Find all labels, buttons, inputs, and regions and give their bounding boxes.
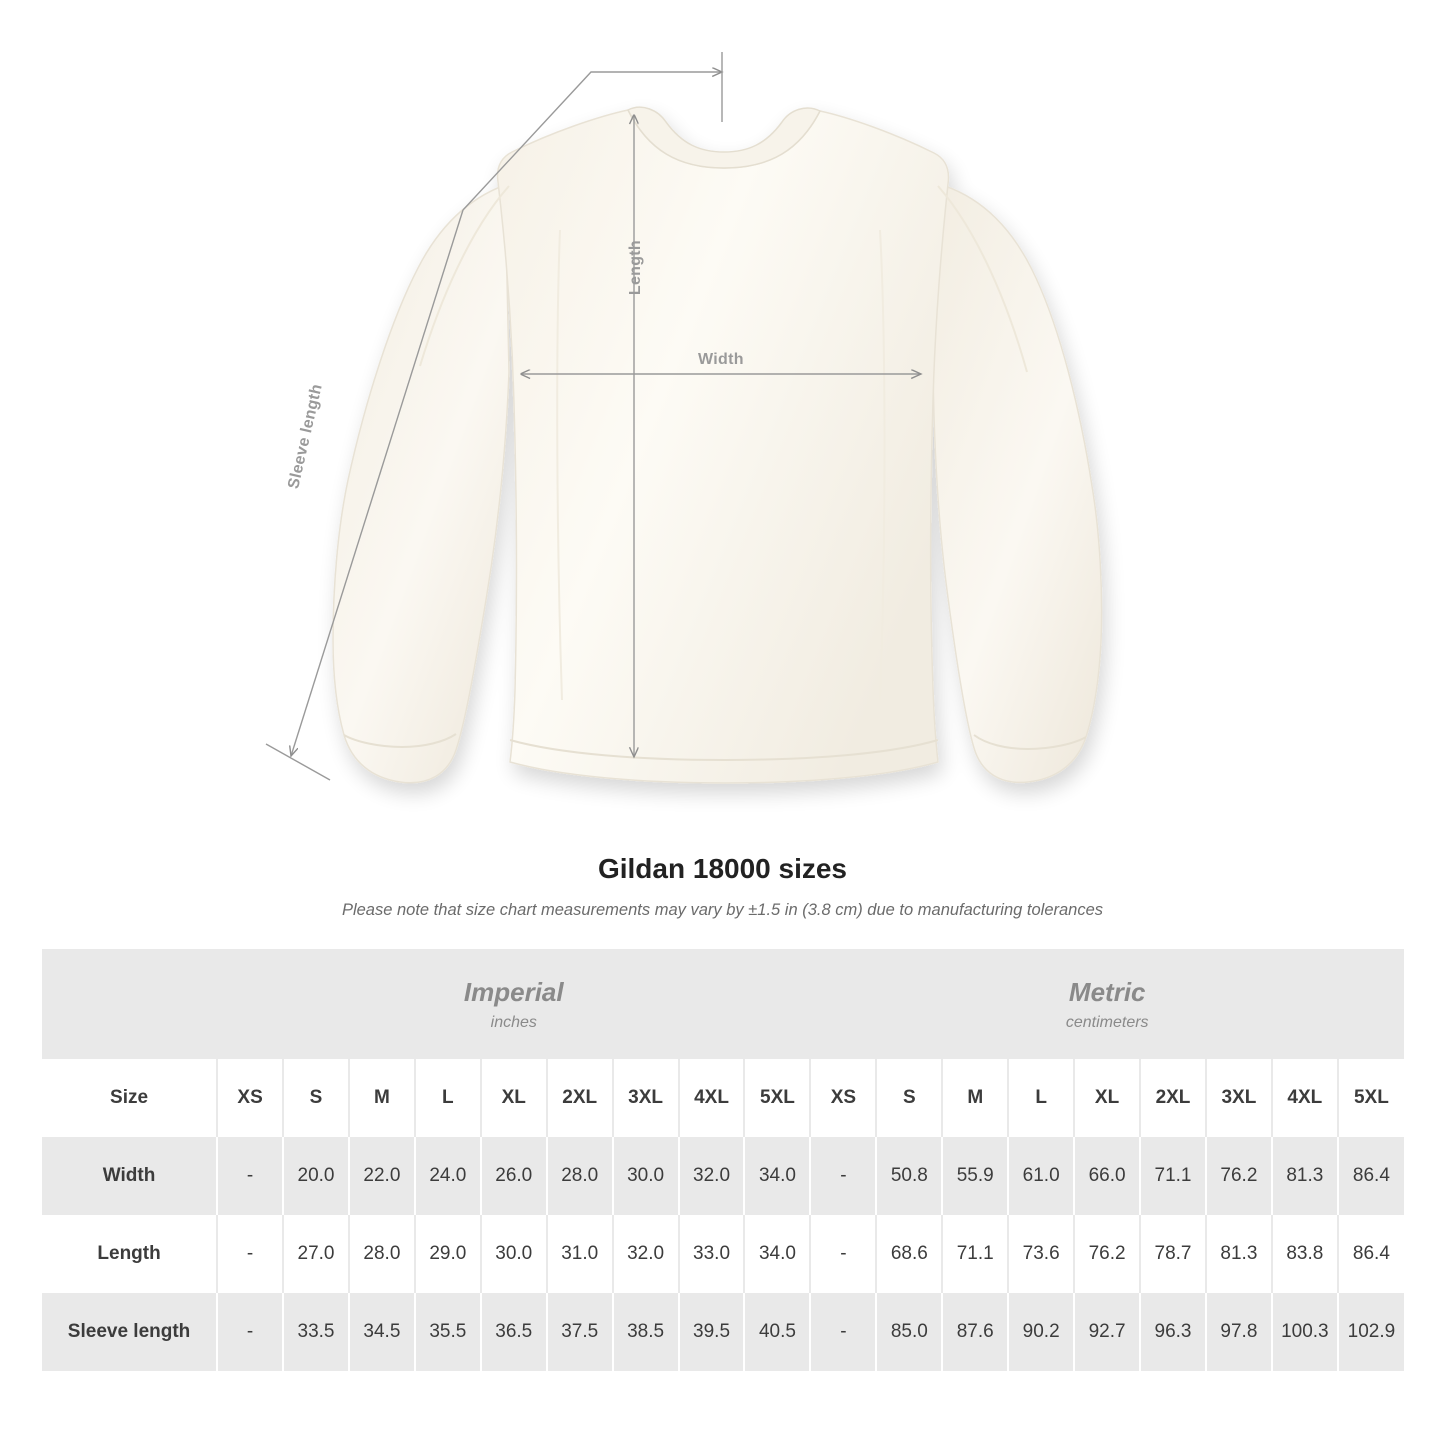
cell-width-met-2: 55.9: [942, 1137, 1008, 1215]
cell-sleeve-imp-1: 33.5: [283, 1293, 349, 1371]
size-header-imp-s: S: [283, 1059, 349, 1137]
cell-sleeve-met-7: 100.3: [1272, 1293, 1338, 1371]
size-header-met-3xl: 3XL: [1206, 1059, 1272, 1137]
unit-corner-cell: [42, 949, 217, 1059]
cell-sleeve-met-3: 90.2: [1008, 1293, 1074, 1371]
cell-length-imp-5: 31.0: [547, 1215, 613, 1293]
cell-width-imp-3: 24.0: [415, 1137, 481, 1215]
cell-width-met-1: 50.8: [876, 1137, 942, 1215]
cell-sleeve-met-4: 92.7: [1074, 1293, 1140, 1371]
cell-length-met-4: 76.2: [1074, 1215, 1140, 1293]
cell-length-imp-1: 27.0: [283, 1215, 349, 1293]
cell-width-met-8: 86.4: [1338, 1137, 1404, 1215]
cell-sleeve-met-6: 97.8: [1206, 1293, 1272, 1371]
cell-length-met-8: 86.4: [1338, 1215, 1404, 1293]
cell-sleeve-imp-5: 37.5: [547, 1293, 613, 1371]
size-header-imp-xs: XS: [217, 1059, 283, 1137]
size-header-met-5xl: 5XL: [1338, 1059, 1404, 1137]
imperial-unit-sub: inches: [490, 1013, 537, 1031]
cell-sleeve-imp-6: 38.5: [613, 1293, 679, 1371]
sleeve-length-label: Sleeve length: [285, 382, 326, 491]
row-label-length: Length: [42, 1215, 217, 1293]
cell-width-imp-8: 34.0: [744, 1137, 810, 1215]
cell-length-imp-6: 32.0: [613, 1215, 679, 1293]
tolerance-note: Please note that size chart measurements may vary by ±1.5 in (3.8 cm) due to manufacturing tolerances: [341, 901, 1104, 919]
cell-length-met-3: 73.6: [1008, 1215, 1074, 1293]
cell-sleeve-met-8: 102.9: [1338, 1293, 1404, 1371]
cell-sleeve-met-1: 85.0: [876, 1293, 942, 1371]
row-label-width: Width: [42, 1137, 217, 1215]
size-header-met-s: S: [876, 1059, 942, 1137]
size-header-met-xs: XS: [810, 1059, 876, 1137]
imperial-unit-cell: [217, 949, 810, 1059]
size-header-row: [42, 1059, 1404, 1137]
size-header-imp-xl: XL: [481, 1059, 547, 1137]
cell-length-imp-3: 29.0: [415, 1215, 481, 1293]
cell-sleeve-imp-0: -: [217, 1293, 283, 1371]
cell-width-met-7: 81.3: [1272, 1137, 1338, 1215]
size-header-imp-4xl: 4XL: [679, 1059, 745, 1137]
metric-unit-name: Metric: [1068, 976, 1146, 1007]
size-table-wrapper: [42, 949, 1404, 1371]
size-header-imp-3xl: 3XL: [613, 1059, 679, 1137]
cell-width-met-4: 66.0: [1074, 1137, 1140, 1215]
cell-width-imp-0: -: [217, 1137, 283, 1215]
cell-width-imp-5: 28.0: [547, 1137, 613, 1215]
cell-length-met-2: 71.1: [942, 1215, 1008, 1293]
cell-width-imp-6: 30.0: [613, 1137, 679, 1215]
cell-width-met-5: 71.1: [1140, 1137, 1206, 1215]
cell-length-met-1: 68.6: [876, 1215, 942, 1293]
metric-unit-sub: centimeters: [1065, 1013, 1149, 1031]
cell-sleeve-met-0: -: [810, 1293, 876, 1371]
imperial-unit-name: Imperial: [463, 976, 564, 1007]
cell-length-met-6: 81.3: [1206, 1215, 1272, 1293]
cell-width-imp-4: 26.0: [481, 1137, 547, 1215]
length-label: Length: [627, 240, 644, 296]
cell-width-imp-7: 32.0: [679, 1137, 745, 1215]
cell-length-imp-4: 30.0: [481, 1215, 547, 1293]
sleeve-bottom-tick: [266, 744, 330, 780]
width-label: Width: [698, 351, 744, 368]
row-label-sleeve-length: Sleeve length: [42, 1293, 217, 1371]
cell-length-imp-7: 33.0: [679, 1215, 745, 1293]
cell-width-met-3: 61.0: [1008, 1137, 1074, 1215]
sweatshirt-shape: [333, 107, 1102, 783]
size-header-met-2xl: 2XL: [1140, 1059, 1206, 1137]
cell-length-imp-8: 34.0: [744, 1215, 810, 1293]
cell-sleeve-imp-2: 34.5: [349, 1293, 415, 1371]
cell-sleeve-imp-3: 35.5: [415, 1293, 481, 1371]
size-header-met-xl: XL: [1074, 1059, 1140, 1137]
cell-sleeve-imp-7: 39.5: [679, 1293, 745, 1371]
cell-width-met-6: 76.2: [1206, 1137, 1272, 1215]
size-table: [42, 949, 1404, 1371]
size-header-met-4xl: 4XL: [1272, 1059, 1338, 1137]
cell-sleeve-imp-4: 36.5: [481, 1293, 547, 1371]
cell-length-met-5: 78.7: [1140, 1215, 1206, 1293]
cell-width-met-0: -: [810, 1137, 876, 1215]
size-header-label: Size: [42, 1059, 217, 1137]
size-header-met-m: M: [942, 1059, 1008, 1137]
cell-width-imp-2: 22.0: [349, 1137, 415, 1215]
size-header-imp-m: M: [349, 1059, 415, 1137]
size-header-imp-l: L: [415, 1059, 481, 1137]
table-row: [42, 1215, 1404, 1293]
page-title: Gildan 18000 sizes: [597, 853, 848, 884]
cell-sleeve-met-5: 96.3: [1140, 1293, 1206, 1371]
table-row: [42, 1137, 1404, 1215]
cell-length-imp-0: -: [217, 1215, 283, 1293]
unit-header-row: [42, 949, 1404, 1059]
table-row: [42, 1293, 1404, 1371]
cell-length-met-7: 83.8: [1272, 1215, 1338, 1293]
cell-sleeve-met-2: 87.6: [942, 1293, 1008, 1371]
title-block: [0, 853, 1445, 920]
size-header-met-l: L: [1008, 1059, 1074, 1137]
size-header-imp-5xl: 5XL: [744, 1059, 810, 1137]
cell-length-imp-2: 28.0: [349, 1215, 415, 1293]
metric-unit-cell: [810, 949, 1404, 1059]
cell-sleeve-imp-8: 40.5: [744, 1293, 810, 1371]
size-header-imp-2xl: 2XL: [547, 1059, 613, 1137]
cell-length-met-0: -: [810, 1215, 876, 1293]
cell-width-imp-1: 20.0: [283, 1137, 349, 1215]
